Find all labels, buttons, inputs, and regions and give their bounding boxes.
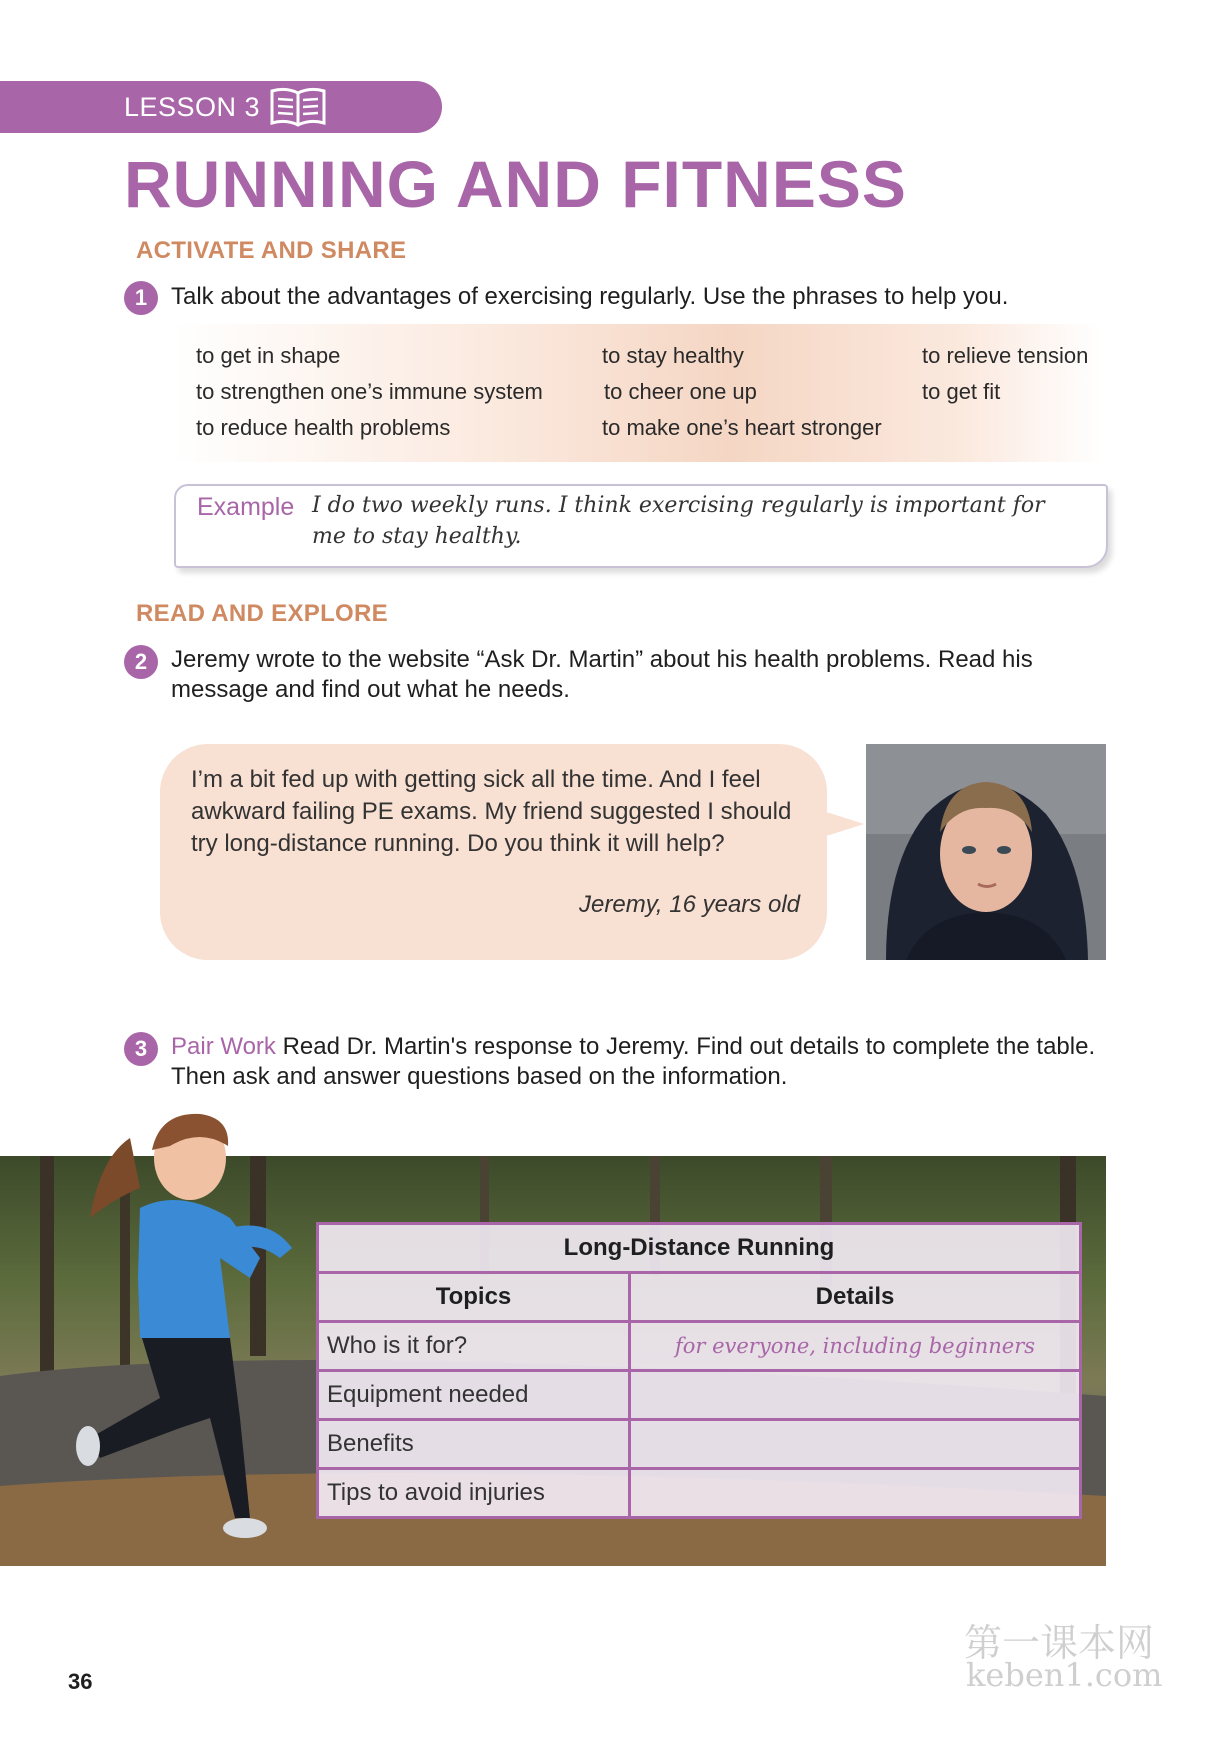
table-cell-detail[interactable]: [630, 1371, 1081, 1420]
section-heading-activate: ACTIVATE AND SHARE: [136, 237, 407, 264]
open-book-icon: [268, 85, 328, 129]
table-cell-detail[interactable]: [630, 1420, 1081, 1469]
table-title: Long-Distance Running: [318, 1224, 1081, 1273]
exercise-3-instruction: [171, 1032, 1101, 1092]
page-number: 36: [68, 1669, 93, 1694]
phrase: to reduce health problems: [196, 415, 451, 440]
page-title: RUNNING AND FITNESS: [124, 147, 907, 221]
runner-girl-illustration: [60, 1098, 320, 1638]
exercise-number-1: 1: [124, 281, 158, 315]
table-cell-detail[interactable]: [630, 1469, 1081, 1518]
table-cell-topic: Equipment needed: [318, 1371, 630, 1420]
lesson-label: LESSON 3: [124, 92, 261, 122]
table-header-details: Details: [630, 1273, 1081, 1322]
table-cell-topic: Tips to avoid injuries: [318, 1469, 630, 1518]
table-cell-topic: Benefits: [318, 1420, 630, 1469]
exercise-1-instruction: Talk about the advantages of exercising regularly. Use the phrases to help you.: [171, 283, 1009, 310]
table-row: [318, 1371, 1081, 1420]
long-distance-running-table: [316, 1222, 1082, 1519]
section-heading-read: READ AND EXPLORE: [136, 600, 388, 627]
phrase: to get in shape: [196, 343, 341, 368]
table-header-topics: Topics: [318, 1273, 630, 1322]
table-row: [318, 1322, 1081, 1371]
phrase: to get fit: [922, 379, 1001, 404]
watermark-chinese: 第一课本网: [964, 1621, 1155, 1665]
phrase: to strengthen one’s immune system: [196, 379, 543, 404]
watermark-url: keben1.com: [966, 1656, 1163, 1694]
jeremy-message: I’m a bit fed up with getting sick all the time. And I feel awkward failing PE exams. My friend suggested I should try long-distance running. Do you think it will help?: [191, 766, 792, 857]
exercise-2-instruction: Jeremy wrote to the website “Ask Dr. Martin” about his health problems. Read his message and find out what he needs.: [171, 646, 1033, 703]
example-label: Example: [197, 493, 295, 521]
table-cell-detail: for everyone, including beginners: [630, 1322, 1081, 1371]
jeremy-signature: Jeremy, 16 years old: [579, 891, 800, 918]
phrase: to make one’s heart stronger: [602, 415, 882, 440]
exercise-3-text: Read Dr. Martin's response to Jeremy. Find out details to complete the table. Then ask and answer questions based on the information.: [171, 1033, 1096, 1090]
table-row: [318, 1469, 1081, 1518]
phrase: to relieve tension: [922, 343, 1089, 368]
exercise-number-2: 2: [124, 645, 158, 679]
table-cell-topic: Who is it for?: [318, 1322, 630, 1371]
table-row: [318, 1420, 1081, 1469]
exercise-number-3: 3: [124, 1032, 158, 1066]
speech-bubble-tail: [820, 810, 864, 838]
example-text: I do two weekly runs. I think exercising regularly is important for me to stay healthy.: [312, 493, 1045, 549]
phrase: to cheer one up: [604, 379, 757, 404]
pair-work-label: Pair Work: [171, 1033, 276, 1060]
phrase: to stay healthy: [602, 343, 744, 368]
boy-photo: [866, 744, 1106, 960]
